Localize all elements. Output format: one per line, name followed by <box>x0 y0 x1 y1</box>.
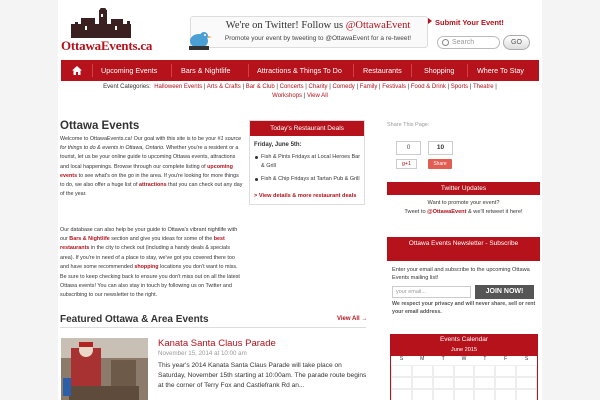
calendar-weekday: T <box>483 356 487 362</box>
twitter-heading: We're on Twitter! Follow us @OttawaEvent <box>225 20 411 31</box>
category-link[interactable]: Concerts <box>279 84 304 90</box>
featured-heading: Featured Ottawa & Area Events <box>60 314 209 325</box>
newsletter-text: Enter your email and subscribe to the upcoming Ottawa Events mailing list! <box>392 267 530 281</box>
outro-paragraph: Be sure to keep checking back to ensure you don't miss out on all the latest Ottawa events! You can also stay in touch by following us on Twitter and subscribing to our newsletter to the right. <box>60 274 240 299</box>
events-calendar <box>390 334 538 400</box>
deal-item[interactable]: Fish & Pints Fridays at Local Heroes Bar & Grill <box>254 153 362 170</box>
calendar-weekday: F <box>504 356 508 362</box>
calendar-day-cell[interactable] <box>412 389 433 400</box>
category-link[interactable]: Theatre <box>472 84 494 90</box>
nav-upcoming-events[interactable]: Upcoming Events <box>101 66 158 75</box>
category-link[interactable]: Charity <box>308 84 328 90</box>
calendar-day-cell[interactable] <box>516 377 537 389</box>
calendar-day-cell[interactable] <box>391 377 412 389</box>
twitter-subtext: Promote your event by tweeting to @OttawaEvent for a re-tweet! <box>224 35 412 42</box>
search-icon <box>442 39 449 46</box>
parliament-icon <box>61 8 161 40</box>
calendar-month: June 2015 <box>450 347 478 353</box>
calendar-weekday: M <box>420 356 425 362</box>
calendar-day-cell[interactable] <box>391 389 412 400</box>
category-link[interactable]: Festivals <box>382 84 406 90</box>
nav-shopping[interactable]: Shopping <box>424 66 455 75</box>
calendar-day-cell[interactable] <box>474 365 495 377</box>
event-thumbnail[interactable] <box>61 338 148 400</box>
category-link[interactable]: Workshops <box>272 93 303 99</box>
calendar-day-cell[interactable] <box>454 365 475 377</box>
best-restaurants-link[interactable]: best restaurants <box>60 236 225 252</box>
newsletter-title: Ottawa Events Newsletter - Subscribe <box>387 237 540 261</box>
category-link[interactable]: Sports <box>450 84 469 90</box>
nav-divider <box>171 64 172 77</box>
nav-where-to-stay[interactable]: Where To Stay <box>477 66 525 75</box>
calendar-day-cell[interactable] <box>391 365 412 377</box>
calendar-day-cell[interactable] <box>454 377 475 389</box>
calendar-day-cell[interactable] <box>412 377 433 389</box>
nav-divider <box>411 64 412 77</box>
intro-paragraph: Welcome to OttawaEvents.ca! Our goal with this site is to be your #1 source for things to do & events in Ottawa, Ontario. Whether you're a resident or a tourist, let us be your online guide to upcoming Ottawa events, attractions and local happenings. Browse through our complete listing of upcoming events to see what's on the go in the area. If you're looking for more things to do, we also offer a huge list of attractions that you can check out any day of the year. <box>60 136 243 198</box>
restaurant-deals-box <box>249 120 365 205</box>
join-now-button[interactable]: JOIN NOW! <box>475 285 534 299</box>
view-all-link[interactable]: View All → <box>337 316 368 322</box>
category-link[interactable]: Comedy <box>332 84 355 90</box>
calendar-day-cell[interactable] <box>516 365 537 377</box>
share-count: 0 <box>396 141 421 155</box>
page-title: Ottawa Events <box>60 120 140 132</box>
share-count: 10 <box>428 141 453 155</box>
site-logo[interactable] <box>61 8 161 54</box>
search-input[interactable]: Search <box>437 36 500 49</box>
category-link[interactable]: Family <box>359 84 378 90</box>
nightlife-paragraph: Our database can also help be your guide to Ottawa's vibrant nightlife with our Bars & Nightlife section and give you ideas for some of the best restaurants in the city to check out (including a handy deals & specials area). If you're in need of a place to stay, we've got you covered there too and have some recommended shopping locations you don't want to miss. <box>60 227 238 270</box>
twitter-updates-text: Want to promote your event? Tweet to @OttawaEvent & we'll retweet it here! <box>404 200 523 215</box>
upcoming-events-link[interactable]: upcoming events <box>60 163 233 179</box>
twitter-handle-link[interactable]: @OttawaEvent <box>427 208 467 215</box>
share-button[interactable]: Share <box>428 159 452 169</box>
calendar-day-cell[interactable] <box>474 377 495 389</box>
parade-photo <box>61 338 148 400</box>
event-excerpt: This year's 2014 Kanata Santa Claus Parade will take place on Saturday, November 15th starting at 10:00am. The parade route begins at the corner of Terry Fox and Castlefrank Rd an... <box>158 362 367 389</box>
privacy-note: We respect your privacy and will never share, sell or rent your email address. <box>392 301 536 315</box>
calendar-title: Events Calendar <box>439 336 489 343</box>
calendar-weekday: W <box>461 356 467 362</box>
arrow-right-icon <box>428 18 432 24</box>
twitter-handle-link[interactable]: @OttawaEvent <box>345 20 411 31</box>
home-icon[interactable] <box>72 66 82 75</box>
nav-divider <box>248 64 249 77</box>
calendar-day-cell[interactable] <box>433 389 454 400</box>
calendar-day-cell[interactable] <box>516 389 537 400</box>
deals-title: Today's Restaurant Deals <box>250 121 364 136</box>
nav-bars-nightlife[interactable]: Bars & Nightlife <box>181 66 231 75</box>
category-link[interactable]: Arts & Crafts <box>206 84 241 90</box>
nav-attractions[interactable]: Attractions & Things To Do <box>257 66 342 75</box>
calendar-day-cell[interactable] <box>433 377 454 389</box>
shopping-link[interactable]: shopping <box>134 263 159 270</box>
go-button[interactable]: GO <box>503 35 530 50</box>
calendar-weekday: S <box>399 356 404 362</box>
submit-event-link[interactable]: Submit Your Event! <box>428 18 504 27</box>
calendar-day-cell[interactable] <box>433 365 454 377</box>
calendar-day-cell[interactable] <box>495 377 516 389</box>
category-link[interactable]: Halloween Events <box>154 84 203 90</box>
main-nav <box>61 60 539 81</box>
category-link[interactable]: Food & Drink <box>410 84 446 90</box>
logo-text: OttawaEvents.ca <box>61 38 153 53</box>
divider <box>60 327 366 328</box>
category-view-all-link[interactable]: View All <box>306 93 328 99</box>
newsletter-email-input[interactable]: your email... <box>392 286 471 298</box>
calendar-day-cell[interactable] <box>412 365 433 377</box>
google-plus-button[interactable]: g+1 <box>396 159 417 169</box>
nav-divider <box>353 64 354 77</box>
nav-restaurants[interactable]: Restaurants <box>363 66 402 75</box>
twitter-banner[interactable] <box>190 16 428 48</box>
deal-item[interactable]: Fish & Chip Fridays at Tartan Pub & Grill <box>254 175 362 184</box>
calendar-day-cell[interactable] <box>495 365 516 377</box>
calendar-day-cell[interactable] <box>454 389 475 400</box>
deals-more-link[interactable]: > View details & more restaurant deals <box>254 193 357 199</box>
calendar-day-cell[interactable] <box>495 389 516 400</box>
event-date: November 15, 2014 at 10:00 am <box>158 350 247 357</box>
twitter-updates-title: Twitter Updates <box>387 182 540 195</box>
calendar-weekday: S <box>524 356 529 362</box>
calendar-weekday: T <box>441 356 445 362</box>
category-link[interactable]: Bar & Club <box>245 84 275 90</box>
bars-nightlife-link[interactable]: Bars & Nightlife <box>69 236 110 243</box>
categories-label: Event Categories: <box>103 84 151 90</box>
deals-date: Friday, June 5th: <box>254 142 302 148</box>
nav-divider <box>467 64 468 77</box>
calendar-grid <box>391 356 537 400</box>
calendar-day-cell[interactable] <box>474 389 495 400</box>
arrow-right-icon: → <box>361 316 368 322</box>
nav-divider <box>92 64 93 77</box>
twitter-bird-icon <box>186 28 212 50</box>
event-categories: Event Categories: Halloween Events | Arts & Crafts | Bar & Club | Concerts | Charity | Comedy | Family | Festivals | Food & Drink | Sports | Theatre | Workshops | View All <box>103 84 497 99</box>
share-label: Share This Page: <box>387 122 430 128</box>
attractions-link[interactable]: attractions <box>139 182 167 189</box>
event-title-link[interactable]: Kanata Santa Claus Parade <box>158 338 276 349</box>
